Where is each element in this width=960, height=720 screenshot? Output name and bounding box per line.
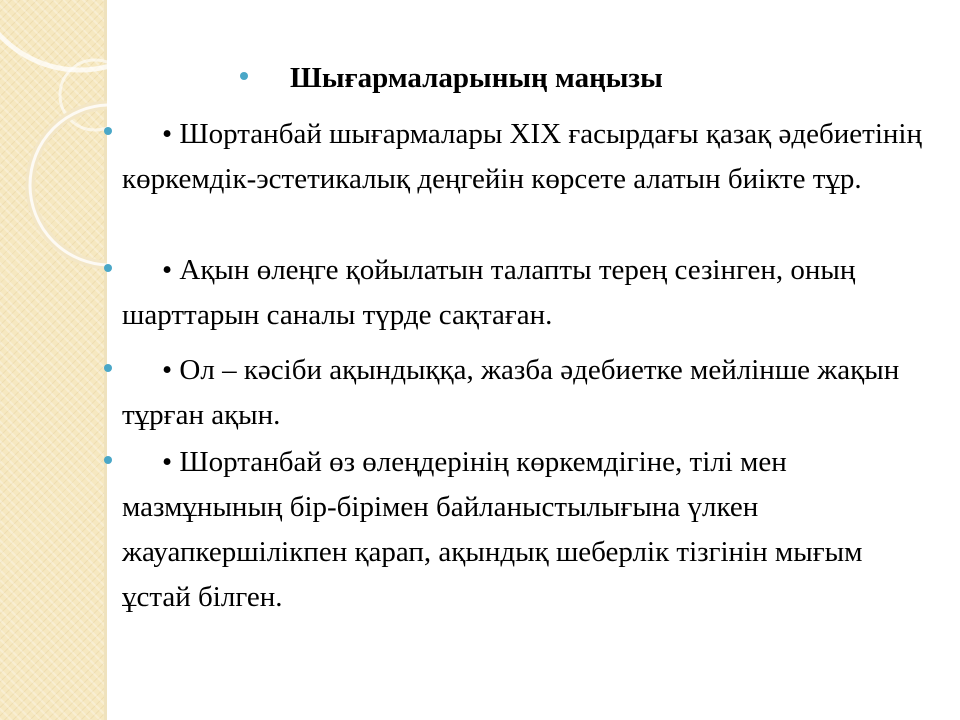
- bullet-2: [104, 264, 112, 272]
- bullet-3: [104, 364, 112, 372]
- bullet-1: [104, 127, 112, 135]
- paragraph-4: • Шортанбай өз өлеңдерінің көркемдігіне, тілі мен мазмұнының бір-бірімен байланыстылығына үлкен жауапкершілікпен қарап, ақындық шеберлік тізгінін мығым ұстай білген.: [122, 446, 863, 613]
- slide-title: Шығармаларының маңызы: [290, 62, 663, 94]
- bullet-4: [104, 456, 112, 464]
- title-bullet: [240, 72, 248, 80]
- paragraph-1: • Шортанбай шығармалары XIX ғасырдағы қазақ әдебиетінің көркемдік-эстетикалық деңгейін көрсете алатын биікте тұр.: [122, 118, 922, 195]
- paragraph-2: • Ақын өлеңге қойылатын талапты терең сезінген, оның шарттарын саналы түрде сақтаған.: [122, 254, 856, 331]
- paragraph-3: • Ол – кәсіби ақындыққа, жазба әдебиетке мейлінше жақын тұрған ақын.: [122, 354, 900, 431]
